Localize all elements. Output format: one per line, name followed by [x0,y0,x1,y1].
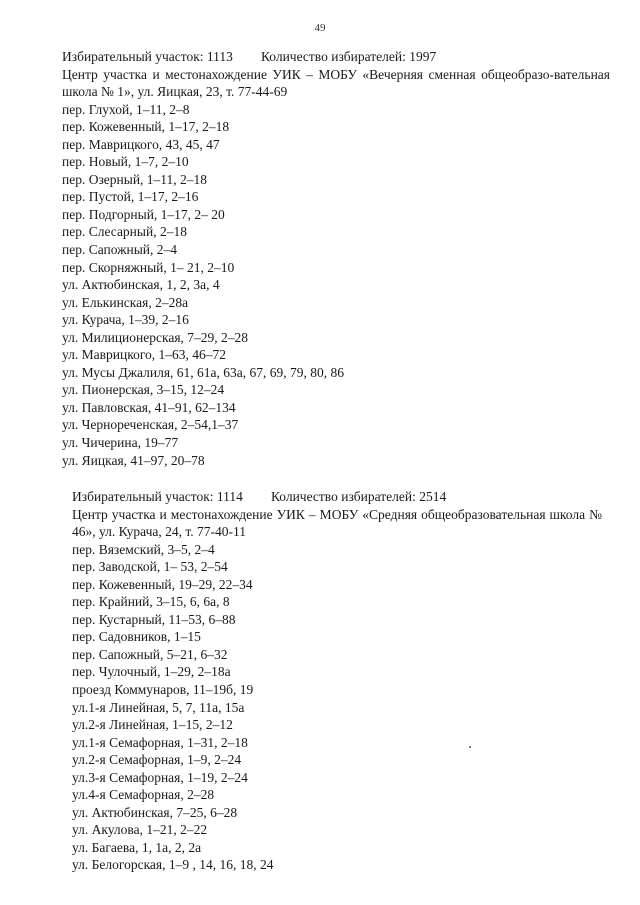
street-item: ул. Мусы Джалиля, 61, 61а, 63а, 67, 69, 79, 80, 86 [62,364,345,380]
street-item: проезд Коммунаров, 11–19б, 19 [72,682,254,698]
street-item: пер. Озерный, 1–11, 2–18 [62,171,208,187]
street-item: ул. Актюбинская, 1, 2, 3а, 4 [62,277,220,293]
street-item: ул. Чернореченская, 2–54,1–37 [62,417,239,433]
street-item: ул. Чичерина, 19–77 [62,435,179,451]
precinct-label: Избирательный участок: 1114 [72,489,243,504]
street-item: пер. Маврицкого, 43, 45, 47 [62,136,220,152]
street-item: пер. Новый, 1–7, 2–10 [62,154,189,170]
street-item: ул. Курача, 1–39, 2–16 [62,312,189,328]
street-item: ул. Яицкая, 41–97, 20–78 [62,452,205,468]
street-item: ул.1-я Линейная, 5, 7, 11а, 15а [72,699,245,715]
street-item: пер. Кожевенный, 1–17, 2–18 [62,119,230,135]
street-item: пер. Скорняжный, 1– 21, 2–10 [62,259,235,275]
precinct-header [62,48,622,66]
precinct-section-1114 [72,488,632,874]
street-item: ул.3-я Семафорная, 1–19, 2–24 [72,769,248,785]
scan-speck [469,746,471,748]
street-item: пер. Вяземский, 3–5, 2–4 [72,541,215,557]
precinct-header [72,488,632,506]
street-item: ул.1-я Семафорная, 1–31, 2–18 [72,734,248,750]
street-item: ул.4-я Семафорная, 2–28 [72,787,215,803]
precinct-center-address: Центр участка и местонахождение УИК – МОБУ «Вечерняя сменная общеобразо-вательная школа № 1», ул. Яицкая, 23, т. 77-44-69 [62,66,610,100]
street-item: ул. Акулова, 1–21, 2–22 [72,822,208,838]
precinct-center-address: Центр участка и местонахождение УИК – МОБУ «Средняя общеобразовательная школа № 46», ул. Курача, 24, т. 77-40-11 [72,506,602,540]
street-item: ул. Актюбинская, 7–25, 6–28 [72,804,238,820]
street-list [62,101,622,469]
street-item: пер. Слесарный, 2–18 [62,224,187,240]
street-item: пер. Кустарный, 11–53, 6–88 [72,611,236,627]
street-item: ул. Елькинская, 2–28а [62,294,189,310]
street-item: пер. Подгорный, 1–17, 2– 20 [62,206,225,222]
street-item: пер. Садовников, 1–15 [72,629,201,645]
street-item: ул. Белогорская, 1–9 , 14, 16, 18, 24 [72,857,274,873]
street-item: пер. Кожевенный, 19–29, 22–34 [72,576,253,592]
street-item: ул.2-я Семафорная, 1–9, 2–24 [72,752,242,768]
page-number: 49 [314,22,326,34]
street-item: пер. Сапожный, 5–21, 6–32 [72,646,228,662]
street-item: пер. Крайний, 3–15, 6, 6а, 8 [72,594,230,610]
street-item: ул. Милиционерская, 7–29, 2–28 [62,329,249,345]
street-item: ул. Багаева, 1, 1а, 2, 2а [72,839,202,855]
street-item: ул. Маврицкого, 1–63, 46–72 [62,347,227,363]
precinct-label: Избирательный участок: 1113 [62,49,233,64]
street-item: ул. Павловская, 41–91, 62–134 [62,399,236,415]
street-item: ул.2-я Линейная, 1–15, 2–12 [72,717,233,733]
street-item: пер. Глухой, 1–11, 2–8 [62,101,190,117]
street-list [72,541,632,874]
street-item: пер. Чулочный, 1–29, 2–18а [72,664,231,680]
voters-count-label: Количество избирателей: 1997 [260,49,437,64]
precinct-section-1113 [62,48,622,469]
street-item: пер. Пустой, 1–17, 2–16 [62,189,199,205]
street-item: пер. Сапожный, 2–4 [62,242,178,258]
street-item: пер. Заводской, 1– 53, 2–54 [72,559,228,575]
street-item: ул. Пионерская, 3–15, 12–24 [62,382,225,398]
voters-count-label: Количество избирателей: 2514 [270,489,447,504]
